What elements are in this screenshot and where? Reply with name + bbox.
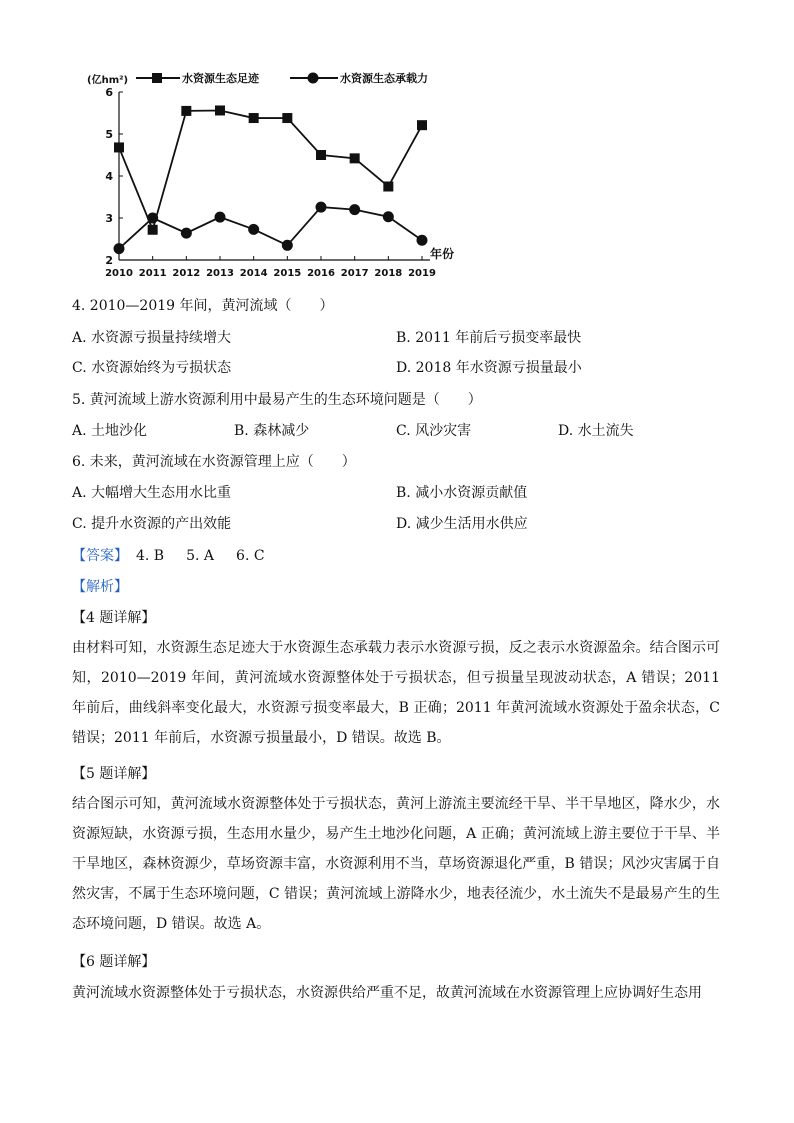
legend-marker-circle xyxy=(308,73,319,84)
x-tick-label: 2018 xyxy=(374,268,403,279)
data-point-circle xyxy=(181,228,192,239)
y-unit-label: (亿hm²) xyxy=(87,75,129,86)
question-6-option-c: C. 提升水资源的产出效能 xyxy=(72,516,232,532)
series-line-capacity xyxy=(119,207,422,249)
x-tick-label: 2012 xyxy=(172,268,201,279)
x-tick-label: 2013 xyxy=(206,268,234,279)
question-5-option-c: C. 风沙灾害 xyxy=(396,423,472,439)
legend-marker-square xyxy=(152,73,162,83)
data-point-square xyxy=(215,105,225,115)
detail-6-title: 【6 题详解】 xyxy=(72,954,156,970)
x-tick-label: 2010 xyxy=(105,268,133,279)
question-6-stem: 6. 未来，黄河流域在水资源管理上应（ ） xyxy=(72,454,356,470)
detail-5-title: 【5 题详解】 xyxy=(72,766,156,782)
question-6-option-b: B. 减小水资源贡献值 xyxy=(396,485,528,501)
question-4-option-b: B. 2011 年前后亏损变率最快 xyxy=(396,330,582,346)
series-line-footprint xyxy=(119,110,422,229)
detail-4-title: 【4 题详解】 xyxy=(72,610,156,626)
x-tick-label: 2015 xyxy=(273,268,302,279)
legend-label-footprint: 水资源生态足迹 xyxy=(182,72,259,85)
data-point-circle xyxy=(282,240,293,251)
x-tick-label: 2011 xyxy=(138,268,167,279)
question-5-option-b: B. 森林减少 xyxy=(234,423,310,439)
question-4-option-a: A. 水资源亏损量持续增大 xyxy=(72,330,232,346)
data-point-circle xyxy=(147,213,158,224)
answer-line xyxy=(72,546,287,566)
data-point-circle xyxy=(349,204,360,215)
analysis-label: 【解析】 xyxy=(72,579,128,595)
data-point-square xyxy=(417,120,427,130)
y-tick-label: 6 xyxy=(105,86,113,99)
answer-item: 4. B xyxy=(136,548,165,564)
data-point-square xyxy=(181,106,191,116)
x-tick-label: 2014 xyxy=(239,268,268,279)
data-point-circle xyxy=(417,235,428,246)
y-tick-label: 4 xyxy=(105,170,113,183)
detail-4-text: 由材料可知，水资源生态足迹大于水资源生态承载力表示水资源亏损，反之表示水资源盈余。结合图示可知，2010—2019 年间，黄河流域水资源整体处于亏损状态，但亏损量呈现波动状态，A 错误；2011 年前后，曲线斜率变化最大，水资源亏损变率最大，B 正确；2011 年黄河流域水资源处于盈余状态，C 错误；2011 年前后，水资源亏损量最小，D 错误。故选 B。 xyxy=(72,640,720,746)
data-point-square xyxy=(350,153,360,163)
line-chart xyxy=(76,60,476,288)
question-5-option-d: D. 水土流失 xyxy=(558,423,634,439)
answer-item: 6. C xyxy=(236,548,265,564)
data-point-square xyxy=(316,150,326,160)
detail-5-text: 结合图示可知，黄河流域水资源整体处于亏损状态，黄河上游流主要流经干旱、半干旱地区，降水少，水资源短缺，水资源亏损，生态用水量少，易产生土地沙化问题，A 正确；黄河流域上游主要位于干旱、半干旱地区，森林资源少，草场资源丰富，水资源利用不当，草场资源退化严重，B 错误；风沙灾害属于自然灾害，不属于生态环境问题，C 错误；黄河流域上游降水少，地表径流少，水土流失不是最易产生的生态环境问题，D 错误。故选 A。 xyxy=(72,796,720,932)
data-point-square xyxy=(249,113,259,123)
data-point-circle xyxy=(215,212,226,223)
legend-label-capacity: 水资源生态承载力 xyxy=(340,72,428,85)
x-axis-label: 年份 xyxy=(430,247,455,261)
x-tick-label: 2016 xyxy=(307,268,335,279)
data-point-square xyxy=(114,142,124,152)
question-4-option-d: D. 2018 年水资源亏损量最小 xyxy=(396,360,582,376)
question-6-option-a: A. 大幅增大生态用水比重 xyxy=(72,485,232,501)
y-tick-label: 5 xyxy=(105,128,113,141)
detail-6-text: 黄河流域水资源整体处于亏损状态，水资源供给严重不足，故黄河流域在水资源管理上应协调好生态用 xyxy=(72,985,702,1001)
data-point-circle xyxy=(248,224,259,235)
question-6-option-d: D. 减少生活用水供应 xyxy=(396,516,528,532)
question-4-stem: 4. 2010—2019 年间，黄河流域（ ） xyxy=(72,298,334,314)
question-4-option-c: C. 水资源始终为亏损状态 xyxy=(72,360,232,376)
answer-label: 【答案】 xyxy=(72,548,128,564)
question-5-option-a: A. 土地沙化 xyxy=(72,423,148,439)
y-tick-label: 2 xyxy=(105,254,113,267)
data-point-square xyxy=(282,113,292,123)
data-point-circle xyxy=(316,202,327,213)
x-tick-label: 2017 xyxy=(340,268,369,279)
question-5-stem: 5. 黄河流域上游水资源利用中最易产生的生态环境问题是（ ） xyxy=(72,392,482,408)
data-point-circle xyxy=(114,243,125,254)
data-point-square xyxy=(148,225,158,235)
data-point-square xyxy=(383,182,393,192)
y-tick-label: 3 xyxy=(105,212,113,225)
data-point-circle xyxy=(383,211,394,222)
x-tick-label: 2019 xyxy=(408,268,436,279)
answer-item: 5. A xyxy=(186,548,215,564)
